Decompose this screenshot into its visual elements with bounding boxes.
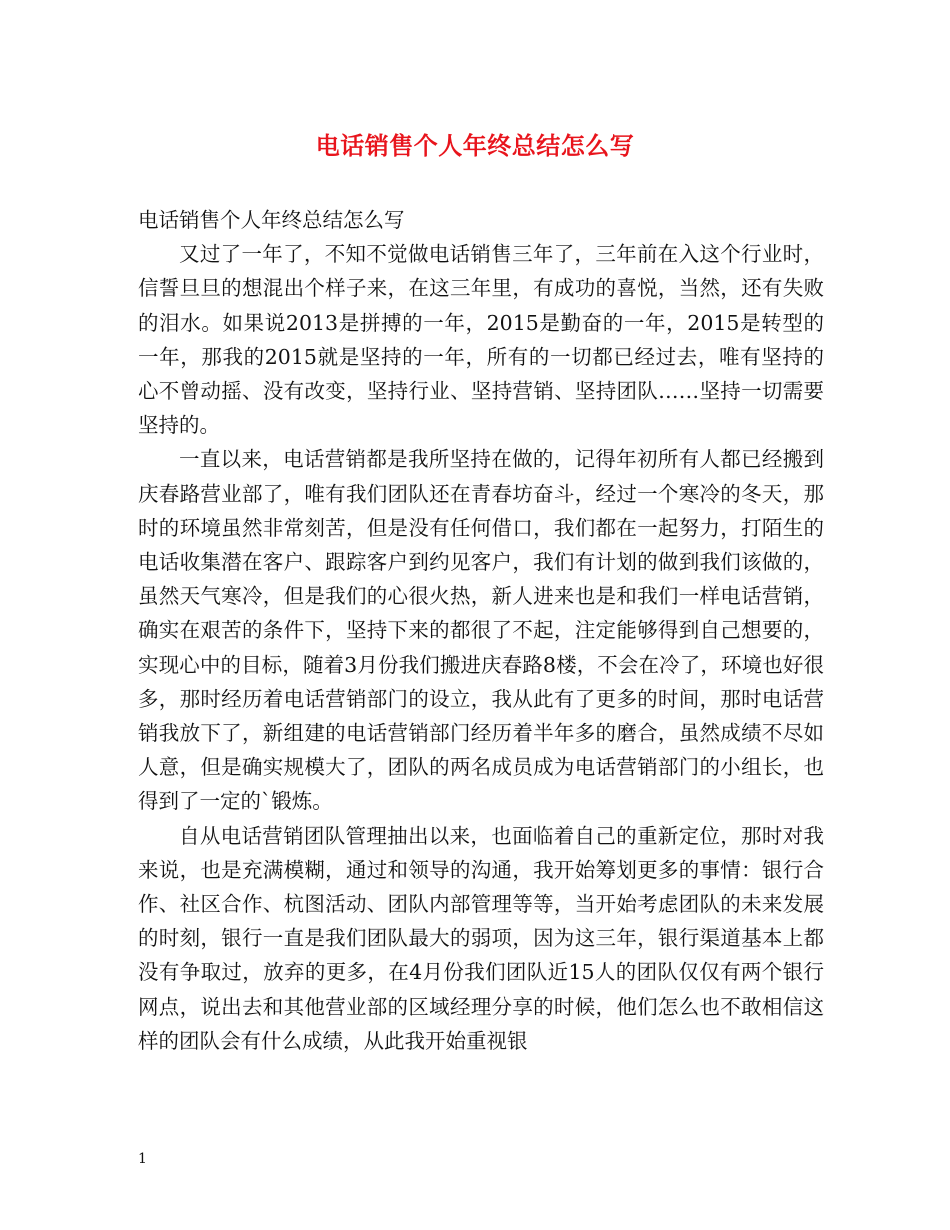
document-title: 电话销售个人年终总结怎么写 — [315, 131, 635, 160]
paragraph-1: 又过了一年了，不知不觉做电话销售三年了，三年前在入这个行业时，信誓旦旦的想混出个样子来，在这三年里，有成功的喜悦，当然，还有失败的泪水。如果说2013是拼搏的一年，2015是勤奋的一年，2015是转型的一年，那我的2015就是坚持的一年，所有的一切都已经过去，唯有坚持的心不曾动摇、没有改变，坚持行业、坚持营销、坚持团队……坚持一切需要坚持的。 — [138, 242, 824, 438]
page-number: 1 — [138, 1151, 147, 1167]
document-body — [138, 203, 824, 1058]
document-subtitle: 电话销售个人年终总结怎么写 — [138, 208, 405, 232]
paragraph-2: 一直以来，电话营销都是我所坚持在做的，记得年初所有人都已经搬到庆春路营业部了，唯有我们团队还在青春坊奋斗，经过一个寒冷的冬天，那时的环境虽然非常刻苦，但是没有任何借口，我们都在一起努力，打陌生的电话收集潜在客户、跟踪客户到约见客户，我们有计划的做到我们该做的，虽然天气寒冷，但是我们的心很火热，新人进来也是和我们一样电话营销，确实在艰苦的条件下，坚持下来的都很了不起，注定能够得到自己想要的，实现心中的目标，随着3月份我们搬进庆春路8楼，不会在冷了，环境也好很多，那时经历着电话营销部门的设立，我从此有了更多的时间，那时电话营销我放下了，新组建的电话营销部门经历着半年多的磨合，虽然成绩不尽如人意，但是确实规模大了，团队的两名成员成为电话营销部门的小组长，也得到了一定的`锻炼。 — [138, 447, 824, 814]
paragraph-3: 自从电话营销团队管理抽出以来，也面临着自己的重新定位，那时对我来说，也是充满模糊，通过和领导的沟通，我开始筹划更多的事情：银行合作、社区合作、杭图活动、团队内部管理等等，当开始考虑团队的未来发展的时刻，银行一直是我们团队最大的弱项，因为这三年，银行渠道基本上都没有争取过，放弃的更多，在4月份我们团队近15人的团队仅仅有两个银行网点，说出去和其他营业部的区域经理分享的时候，他们怎么也不敢相信这样的团队会有什么成绩，从此我开始重视银 — [138, 823, 824, 1053]
